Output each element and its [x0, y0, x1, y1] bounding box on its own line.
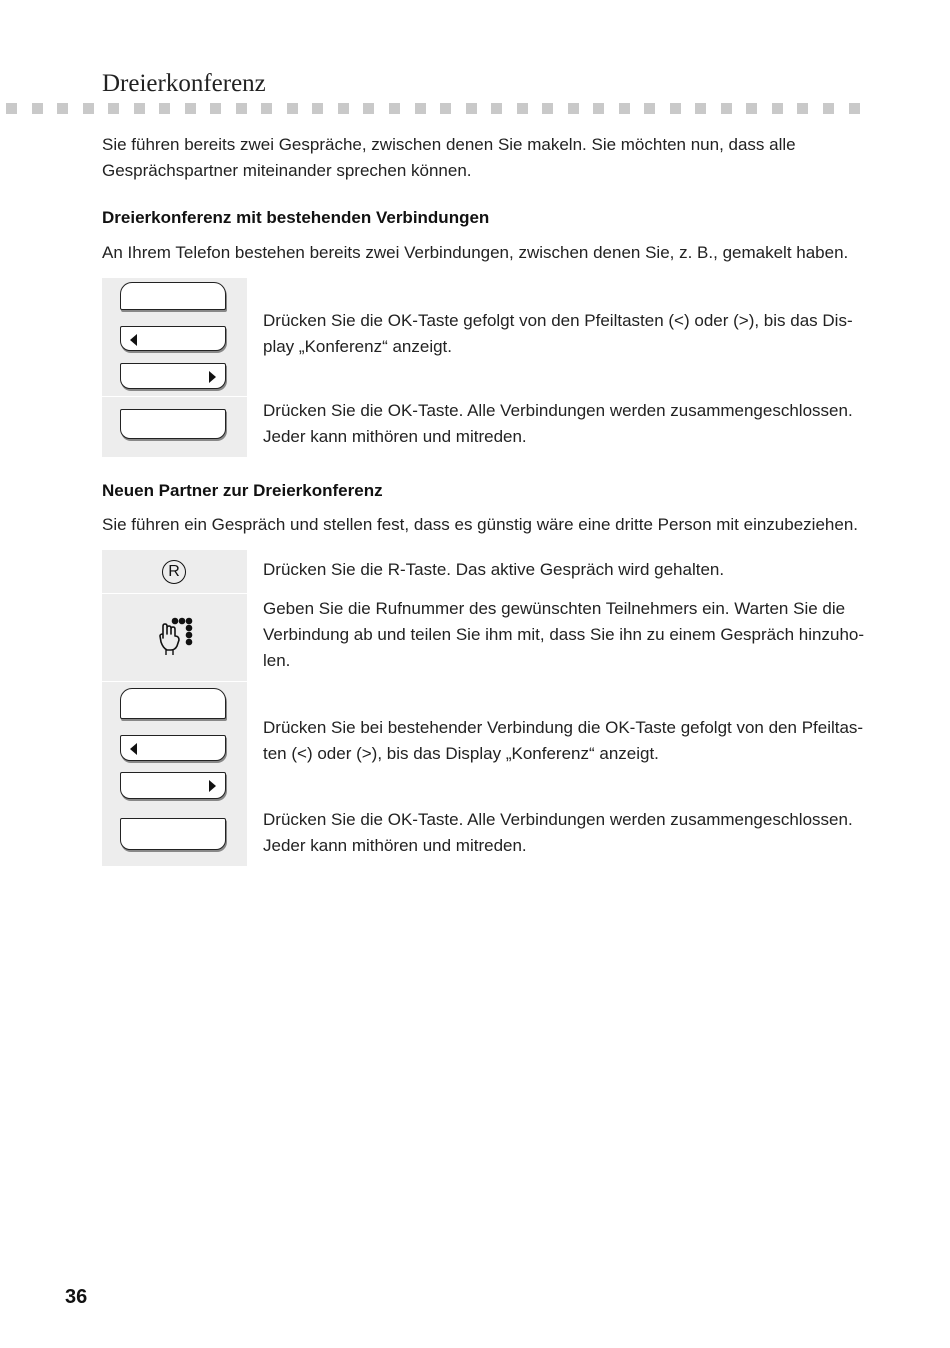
left-arrow-key-icon — [120, 735, 226, 761]
ok-key-icon — [120, 409, 226, 439]
right-arrow-key-icon — [120, 363, 226, 389]
r-key-icon: R — [162, 560, 186, 584]
ok-key-icon — [120, 282, 226, 310]
keypad-hand-icon — [157, 616, 195, 656]
section2-step-4-text: Drücken Sie die OK-Taste. Alle Verbindungen werden zusammengeschlossen. Jeder kann mithören und mitreden. — [263, 810, 853, 855]
section2-step-3-text: Drücken Sie bei bestehender Verbindung die OK-Taste gefolgt von den Pfeiltas-ten (<) oder (>), bis das Display „Konferenz“ anzeigt. — [263, 718, 864, 763]
section1-step-2-text: Drücken Sie die OK-Taste. Alle Verbindungen werden zusammengeschlossen. Jeder kann mithören und mitreden. — [263, 401, 853, 446]
section2-intro: Sie führen ein Gespräch und stellen fest, dass es günstig wäre eine dritte Person mit einzubeziehen. — [102, 515, 858, 534]
ok-key-icon — [120, 688, 226, 719]
section2-icon-panel — [102, 550, 247, 866]
section1-heading: Dreierkonferenz mit bestehenden Verbindungen — [102, 208, 490, 227]
ok-key-icon — [120, 818, 226, 850]
right-arrow-key-icon — [120, 772, 226, 799]
section1-step-1-text: Drücken Sie die OK-Taste gefolgt von den Pfeiltasten (<) oder (>), bis das Dis-play „Konferenz“ anzeigt. — [263, 311, 853, 356]
page-title: Dreierkonferenz — [102, 70, 266, 97]
page-number: 36 — [65, 1286, 88, 1308]
section1-intro: An Ihrem Telefon bestehen bereits zwei Verbindungen, zwischen denen Sie, z. B., gemakelt haben. — [102, 243, 849, 262]
left-arrow-key-icon — [120, 326, 226, 351]
section2-step-1-text: Drücken Sie die R-Taste. Das aktive Gespräch wird gehalten. — [263, 560, 725, 579]
section2-step-2-text: Geben Sie die Rufnummer des gewünschten Teilnehmers ein. Warten Sie die Verbindung ab und teilen Sie ihm mit, dass Sie ihn zu einem Gespräch hinzuho-len. — [263, 599, 865, 670]
section2-heading: Neuen Partner zur Dreierkonferenz — [102, 481, 383, 500]
section1-icon-panel — [102, 278, 247, 457]
title-square-rule — [6, 103, 860, 114]
intro-paragraph: Sie führen bereits zwei Gespräche, zwischen denen Sie makeln. Sie möchten nun, dass alle Gesprächspartner miteinander sprechen können. — [102, 135, 796, 180]
